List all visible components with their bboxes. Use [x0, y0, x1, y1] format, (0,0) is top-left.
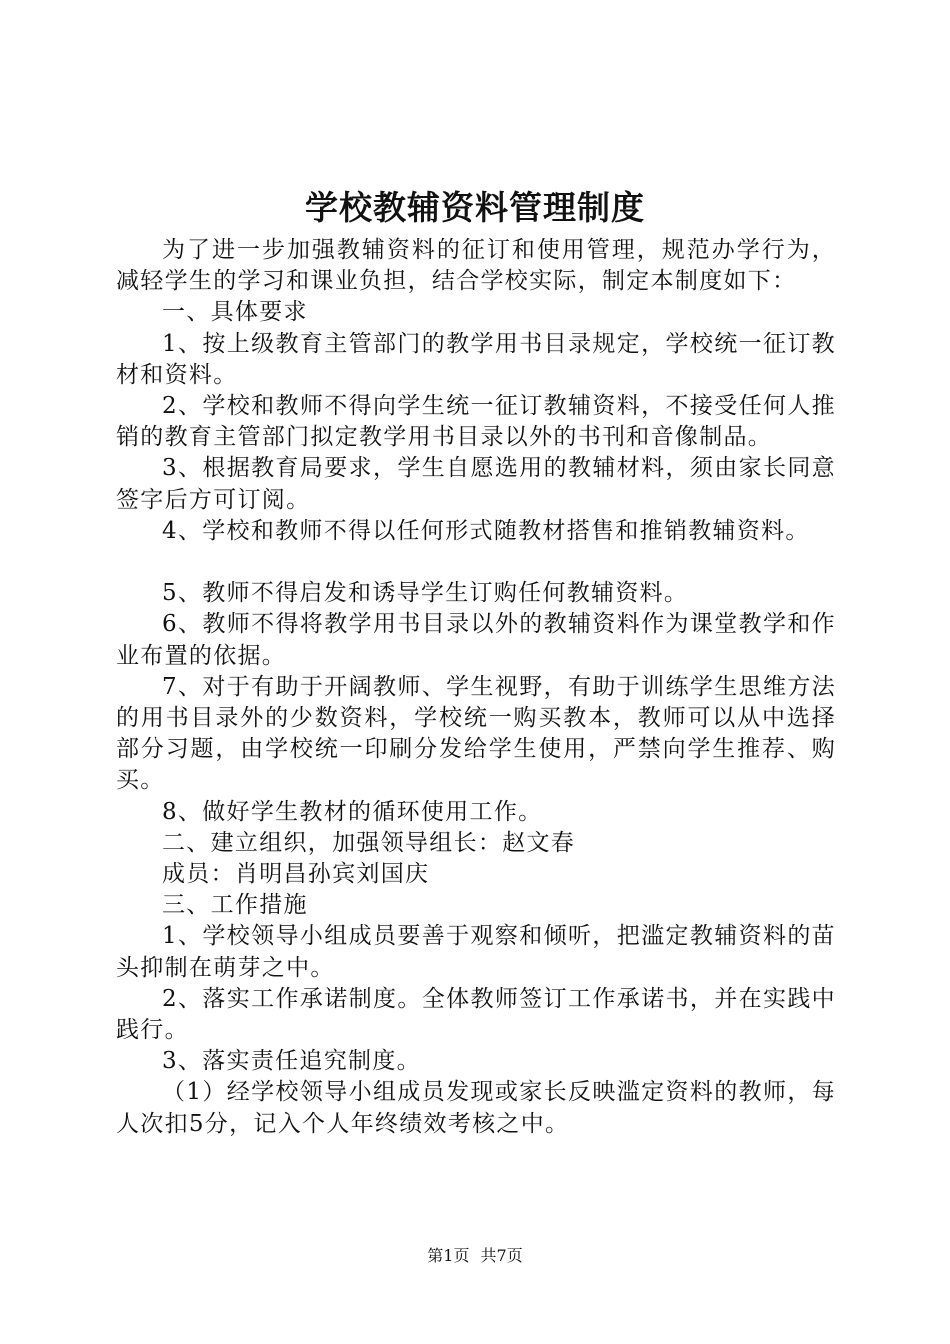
requirement-item-6: 6、教师不得将教学用书目录以外的教辅资料作为课堂教学和作业布置的依据。 [116, 611, 836, 669]
document-title: 学校教辅资料管理制度 [305, 188, 645, 227]
requirement-item-2: 2、学校和教师不得向学生统一征订教辅资料，不接受任何人推销的教育主管部门拟定教学用书目录以外的书刊和音像制品。 [116, 393, 836, 451]
section-heading-organization: 二、建立组织，加强领导组长：赵文春 [162, 829, 576, 856]
document-body [116, 235, 836, 1140]
measure-item-2: 2、落实工作承诺制度。全体教师签订工作承诺书，并在实践中践行。 [116, 985, 836, 1044]
requirement-item-5: 5、教师不得启发和诱导学生订购任何教辅资料。 [162, 580, 689, 607]
page-footer [0, 1244, 950, 1268]
intro-paragraph: 为了进一步加强教辅资料的征订和使用管理，规范办学行为，减轻学生的学习和课业负担，结合学校实际，制定本制度如下： [116, 237, 836, 295]
organization-members: 成员：肖明昌孙宾刘国庆 [162, 861, 430, 888]
section-heading-measures: 三、工作措施 [162, 892, 308, 919]
measure-item-1: 1、学校领导小组成员要善于观察和倾听，把滥定教辅资料的苗头抑制在萌芽之中。 [116, 923, 836, 981]
requirement-item-7: 7、对于有助于开阔教师、学生视野，有助于训练学生思维方法的用书目录外的少数资料，学校统一购买教本，教师可以从中选择部分习题，由学校统一印刷分发给学生使用，严禁向学生推荐、购买。 [116, 673, 836, 794]
section-heading-requirements: 一、具体要求 [162, 299, 308, 326]
measure-item-3: 3、落实责任追究制度。 [162, 1048, 421, 1075]
requirement-item-1: 1、按上级教育主管部门的教学用书目录规定，学校统一征订教材和资料。 [116, 330, 836, 388]
blank-line [116, 547, 836, 578]
page-total: 共7页 [480, 1246, 523, 1265]
requirement-item-4: 4、学校和教师不得以任何形式随教材搭售和推销教辅资料。 [162, 517, 810, 544]
requirement-item-3: 3、根据教育局要求，学生自愿选用的教辅材料，须由家长同意签字后方可订阅。 [116, 455, 836, 513]
requirement-item-8: 8、做好学生教材的循环使用工作。 [162, 798, 543, 825]
measure-sub-item-1: （1）经学校领导小组成员发现或家长反映滥定资料的教师，每人次扣5分，记入个人年终绩效考核之中。 [116, 1079, 836, 1137]
page-number: 第1页 [427, 1246, 470, 1265]
